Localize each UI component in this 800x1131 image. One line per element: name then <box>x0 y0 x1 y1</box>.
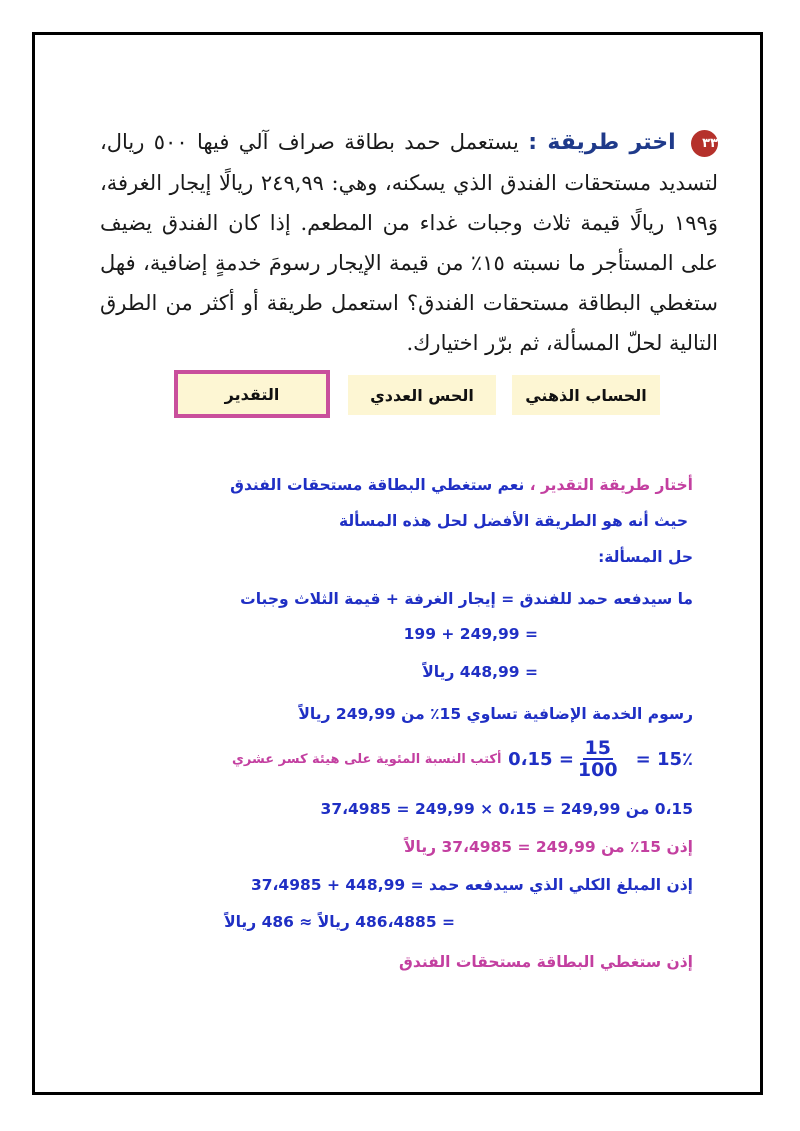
problem-statement <box>100 122 718 363</box>
solution-conclusion: إذن ستغطي البطاقة مستحقات الفندق <box>399 953 693 971</box>
solution-grand-total: إذن المبلغ الكلي الذي سيدفعه حمد = 448,99 + 37،4985 <box>250 876 693 894</box>
solution-line-choice <box>230 476 693 494</box>
solution-sum: = 249,99 + 199 <box>403 625 538 643</box>
option-number-sense[interactable]: الحس العددي <box>348 375 496 415</box>
decimal-result: = 0،15 <box>508 748 574 770</box>
solution-service-fee: رسوم الخدمة الإضافية تساوي 15٪ من 249,99 ريالاً <box>298 705 693 723</box>
percent-value: 15٪ = <box>635 748 693 770</box>
question-number: ٣٣ <box>691 130 718 157</box>
solution-fraction-row <box>232 738 693 780</box>
problem-title: اختر طريقة : <box>528 130 676 155</box>
problem-text: يستعمل حمد بطاقة صراف آلي فيها ٥٠٠ ريال، لتسديد مستحقات الفندق الذي يسكنه، وهي: ٢٤٩,٩٩ ريالًا إيجار الغرفة، وَ١٩٩ ريالًا قيمة ثلاث وجبات غداء من المطعم. إذا كان الفندق يضيف على المستأجر ما نسبته ١٥٪ من قيمة الإيجار رسومَ خدمةٍ إضافية، فهل ستغطي البطاقة مستحقات الفندق؟ استعمل طريقة أو أكثر من الطرق التالية لحلّ المسألة، ثم برّر اختيارك. <box>100 130 718 355</box>
fraction-denominator: 100 <box>577 759 618 781</box>
fraction-numerator: 15 <box>584 737 611 759</box>
solution-grand-total-result: = 486،4885 ريالاً ≈ 486 ريالاً <box>224 913 455 931</box>
chosen-method: أختار طريقة التقدير ، <box>529 476 693 494</box>
fraction-note: أكتب النسبة المئوية على هيئة كسر عشري <box>232 751 502 767</box>
option-mental-math[interactable]: الحساب الذهني <box>512 375 660 415</box>
fraction <box>578 738 618 780</box>
solution-total-expression: ما سيدفعه حمد للفندق = إيجار الغرفة + قيمة الثلاث وجبات <box>240 590 693 608</box>
solution-justification: حيث أنه هو الطريقة الأفضل لحل هذه المسألة <box>338 512 688 530</box>
solution-sum-result: = 448,99 ريالاً <box>422 663 538 681</box>
solution-heading: حل المسألة: <box>598 548 693 566</box>
answer-yes: نعم ستغطي البطاقة مستحقات الفندق <box>230 476 530 494</box>
solution-fee-result: إذن 15٪ من 249,99 = 37،4985 ريالاً <box>403 838 693 856</box>
solution-multiplication: 0،15 من 249,99 = 0،15 × 249,99 = 37،4985 <box>320 800 693 818</box>
fraction-equation <box>508 738 693 780</box>
option-estimation[interactable]: التقدير <box>174 370 330 418</box>
